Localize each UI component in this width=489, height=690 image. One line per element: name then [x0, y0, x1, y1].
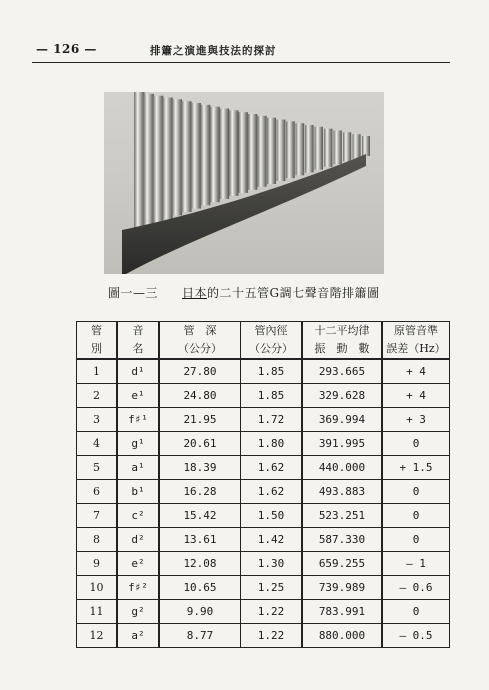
cell-pipe-depth: 27.80: [159, 359, 241, 384]
col-header-pipe: 管 別: [77, 322, 118, 360]
pipe-tube: [296, 123, 305, 175]
pipe-tube: [343, 132, 351, 161]
pipe-tube: [277, 120, 286, 182]
cell-inner-diameter: 1.50: [241, 504, 303, 528]
cell-pitch-error: 0: [382, 480, 450, 504]
cell-pipe-depth: 15.42: [159, 504, 241, 528]
cell-pipe-depth: 9.90: [159, 600, 241, 624]
cell-pitch-error: — 1: [382, 552, 450, 576]
table-row: [77, 624, 450, 648]
cell-inner-diameter: 1.42: [241, 528, 303, 552]
cell-pipe-depth: 12.08: [159, 552, 241, 576]
cell-pipe-number: 10: [77, 576, 118, 600]
pipe-tube: [210, 107, 220, 203]
cell-pipe-depth: 20.61: [159, 432, 241, 456]
pipe-tube: [239, 112, 248, 193]
cell-pipe-depth: 8.77: [159, 624, 241, 648]
page-header: [32, 38, 450, 63]
running-title: 排簫之演進與技法的探討: [150, 45, 277, 57]
pipe-tube: [315, 127, 324, 170]
cell-pipe-depth: 24.80: [159, 384, 241, 408]
cell-inner-diameter: 1.30: [241, 552, 303, 576]
cell-pitch-error: — 0.6: [382, 576, 450, 600]
figure-caption-text: 的二十五管G調七聲音階排簫圖: [207, 286, 380, 300]
cell-note-name: d¹: [117, 359, 159, 384]
cell-frequency: 783.991: [302, 600, 382, 624]
cell-pipe-depth: 18.39: [159, 456, 241, 480]
table-row: [77, 504, 450, 528]
cell-frequency: 880.000: [302, 624, 382, 648]
figure-label: 圖一—三: [108, 286, 159, 300]
cell-inner-diameter: 1.62: [241, 480, 303, 504]
pipe-tube: [144, 94, 154, 227]
cell-pitch-error: — 0.5: [382, 624, 450, 648]
cell-pipe-number: 11: [77, 600, 118, 624]
table-row: [77, 359, 450, 384]
cell-pipe-number: 3: [77, 408, 118, 432]
pipe-tube: [286, 121, 295, 178]
cell-inner-diameter: 1.80: [241, 432, 303, 456]
cell-frequency: 739.989: [302, 576, 382, 600]
pipe-tube: [153, 96, 163, 223]
table-row: [77, 552, 450, 576]
figure-caption-origin: 日本: [182, 286, 208, 300]
cell-pitch-error: + 4: [382, 359, 450, 384]
cell-frequency: 440.000: [302, 456, 382, 480]
table-row: [77, 456, 450, 480]
col-header-error: 原管音準 誤差（Hz）: [382, 322, 450, 360]
cell-pipe-number: 4: [77, 432, 118, 456]
cell-pipe-number: 2: [77, 384, 118, 408]
cell-pipe-number: 8: [77, 528, 118, 552]
cell-note-name: e²: [117, 552, 159, 576]
col-header-frequency: 十二平均律 振 動 數: [302, 322, 382, 360]
cell-note-name: d²: [117, 528, 159, 552]
cell-note-name: a²: [117, 624, 159, 648]
table-row: [77, 576, 450, 600]
cell-pipe-depth: 10.65: [159, 576, 241, 600]
cell-pipe-number: 7: [77, 504, 118, 528]
col-header-inner-diameter: 管內徑 （公分）: [241, 322, 303, 360]
col-header-depth: 管 深 （公分）: [159, 322, 241, 360]
cell-inner-diameter: 1.62: [241, 456, 303, 480]
panpipe-photo: [104, 92, 384, 274]
cell-pipe-number: 9: [77, 552, 118, 576]
pipe-tube: [305, 125, 314, 173]
cell-inner-diameter: 1.22: [241, 600, 303, 624]
cell-pitch-error: 0: [382, 432, 450, 456]
cell-pitch-error: 0: [382, 528, 450, 552]
pipe-tube: [353, 134, 361, 159]
cell-note-name: g²: [117, 600, 159, 624]
cell-frequency: 391.995: [302, 432, 382, 456]
pipe-tube: [201, 105, 211, 206]
cell-frequency: 587.330: [302, 528, 382, 552]
cell-inner-diameter: 1.22: [241, 624, 303, 648]
pipe-tube: [182, 101, 192, 212]
cell-note-name: g¹: [117, 432, 159, 456]
cell-note-name: f♯¹: [117, 408, 159, 432]
cell-pipe-number: 1: [77, 359, 118, 384]
table-row: [77, 432, 450, 456]
cell-pitch-error: + 4: [382, 384, 450, 408]
page-number: — 126 —: [36, 42, 97, 56]
cell-pitch-error: + 1.5: [382, 456, 450, 480]
cell-pipe-depth: 16.28: [159, 480, 241, 504]
table-header-row: [77, 322, 450, 360]
cell-inner-diameter: 1.85: [241, 384, 303, 408]
cell-note-name: a¹: [117, 456, 159, 480]
cell-frequency: 659.255: [302, 552, 382, 576]
cell-frequency: 523.251: [302, 504, 382, 528]
cell-pipe-depth: 13.61: [159, 528, 241, 552]
pipe-tube: [229, 110, 239, 196]
table-row: [77, 528, 450, 552]
pipe-tube: [362, 136, 370, 156]
col-header-note: 音 名: [117, 322, 159, 360]
table-row: [77, 480, 450, 504]
pipe-tube: [334, 131, 342, 165]
pipe-tube: [134, 92, 145, 232]
cell-pipe-number: 12: [77, 624, 118, 648]
cell-inner-diameter: 1.25: [241, 576, 303, 600]
cell-frequency: 293.665: [302, 359, 382, 384]
cell-note-name: c²: [117, 504, 159, 528]
pipe-tube: [172, 99, 182, 215]
cell-frequency: 369.994: [302, 408, 382, 432]
cell-pitch-error: 0: [382, 504, 450, 528]
panpipe-illustration: [104, 92, 384, 274]
cell-pipe-depth: 21.95: [159, 408, 241, 432]
cell-pitch-error: + 3: [382, 408, 450, 432]
pipe-tube: [258, 116, 267, 187]
panpipe-data-table: [76, 321, 450, 648]
cell-frequency: 493.883: [302, 480, 382, 504]
cell-inner-diameter: 1.72: [241, 408, 303, 432]
cell-inner-diameter: 1.85: [241, 359, 303, 384]
cell-note-name: e¹: [117, 384, 159, 408]
pipe-tube: [191, 103, 201, 209]
cell-pitch-error: 0: [382, 600, 450, 624]
pipe-tube: [163, 98, 173, 220]
cell-note-name: f♯²: [117, 576, 159, 600]
cell-frequency: 329.628: [302, 384, 382, 408]
table-row: [77, 600, 450, 624]
cell-pipe-number: 6: [77, 480, 118, 504]
pipe-tube: [324, 129, 332, 167]
table-row: [77, 384, 450, 408]
pipe-tube: [248, 114, 257, 190]
cell-pipe-number: 5: [77, 456, 118, 480]
table-row: [77, 408, 450, 432]
cell-note-name: b¹: [117, 480, 159, 504]
pipe-tube: [267, 118, 276, 184]
pipe-tube: [220, 109, 230, 200]
figure-caption: [108, 284, 408, 301]
